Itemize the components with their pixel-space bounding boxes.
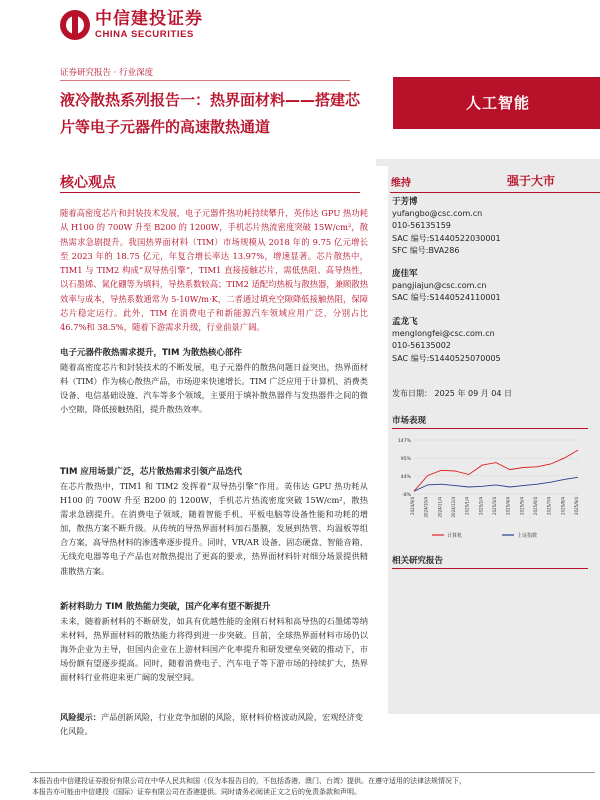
publish-date: 发布日期： 2025 年 09 月 04 日	[392, 389, 512, 398]
y-tick-label: -8%	[402, 493, 411, 498]
analyst-name: 孟龙飞	[392, 317, 418, 327]
x-tick-label: 2024/11/4	[437, 497, 443, 518]
disclaimer-line: 本报告亦可能由中信建投（国际）证券有限公司在香港提供。同时请务必阅读正文之后的免责条款和声明。	[32, 788, 361, 796]
body-section	[60, 346, 368, 416]
section-text: 未来，随着新材料的不断研发，如具有优越性能的金刚石材料和高导热的石墨烯等纳米材料，热界面材料的散热能力将得到进一步突破。目前，全球热界面材料市场仍以海外企业为主导，但国内企业在上游材料国产化率提升和研发壁垒突破的推动下，市场份额有望逐步提高。同时，随着消费电子、汽车电子等下游市场的持续扩大，热界面材料行业将迎来更广阔的发展空间。	[60, 616, 368, 683]
disclaimer-line: 本报告由中信建投证券股份有限公司在中华人民共和国（仅为本报告目的，不包括香港、澳门、台湾）提供。在遵守适用的法律法规情况下，	[32, 777, 466, 785]
y-tick-label: 147%	[397, 439, 411, 444]
y-tick-label: 44%	[400, 474, 411, 480]
x-tick-label: 2024/9/4	[410, 497, 415, 515]
legend-label: 上证指数	[517, 533, 538, 539]
rating-header	[390, 169, 600, 193]
company-logo	[60, 10, 203, 40]
body-section	[60, 600, 368, 684]
industry-label: 人工智能	[466, 94, 531, 112]
section-heading: 新材料助力 TIM 散热能力突破，国产化率有望不断提升	[60, 602, 271, 612]
x-tick-label: 2025/9/4	[574, 497, 579, 515]
risk-label: 风险提示：	[60, 712, 101, 722]
logo-mark-icon	[60, 10, 90, 40]
related-reports-title: 相关研究报告	[392, 556, 444, 566]
x-tick-label: 2025/2/4	[478, 497, 484, 515]
analyst-name: 庞佳军	[392, 269, 418, 279]
core-views-divider	[60, 192, 360, 193]
core-views-heading: 核心观点	[60, 175, 116, 191]
risk-warning	[60, 710, 368, 738]
analyst-phone: 010-56135002	[392, 341, 451, 351]
x-tick-label: 2024/10/4	[423, 497, 429, 518]
footer-divider	[30, 772, 595, 773]
x-tick-label: 2025/4/4	[505, 497, 511, 515]
section-text: 在芯片散热中，TIM1 和 TIM2 发挥着“双导热引擎”作用。英伟达 GPU 热功耗从 H100 的 700W 升至 B200 的 1200W，手机芯片热流密度突破 15W/cm²，散热需求急剧提升。在消费电子领域，随着智能手机、平板电脑等设备性能和功耗的增加，散热方案不断升级。从传统的导热界面材料加石墨膜，发展到热管、均温板等组合方案，高导热材料的渗透率逐步提升。同时，VR/AR 设备、固态硬盘、智能音箱、无线充电器等电子产品也对散热提出了更高的要求，热界面材料针对细分场景提供精准散热方案。	[60, 481, 368, 576]
series-line-index	[414, 477, 578, 491]
analyst-name: 于芳博	[392, 197, 418, 207]
logo-chinese-name: 中信建投证券	[95, 9, 203, 29]
header-divider	[60, 80, 350, 81]
disclaimer-footer	[32, 776, 592, 798]
section-text: 随着高密度芯片和封装技术的不断发展，电子元器件的散热问题日益突出，热界面材料（TIM）作为核心散热产品，市场迎来快速增长。TIM 广泛应用于计算机、消费类设备、电信基础设施、汽车等多个领域，主要用于填补散热器件与发热器件之间的微小空隙，降低接触热阻，提升散热效率。	[60, 362, 368, 415]
x-tick-label: 2024/12/4	[451, 497, 456, 518]
analyst-phone: 010-56135159	[392, 221, 451, 231]
risk-text: 产品创新风险，行业竞争加剧的风险，原材料价格波动风险，宏观经济变化风险。	[60, 712, 363, 737]
analyst-card	[392, 268, 501, 305]
legend-label: 计算机	[447, 533, 463, 539]
analyst-card	[392, 316, 501, 365]
x-tick-label: 2025/1/4	[464, 497, 470, 515]
market-performance-title: 市场表现	[392, 416, 427, 426]
related-reports-divider	[392, 568, 588, 569]
section-heading: TIM 应用场景广泛，芯片散热需求引领产品迭代	[60, 467, 242, 477]
x-tick-label: 2025/3/4	[492, 497, 497, 515]
x-tick-label: 2025/8/4	[560, 497, 566, 515]
logo-english-name: CHINA SECURITIES	[95, 29, 194, 40]
report-type-label: 证券研究报告 · 行业深度	[60, 68, 154, 78]
x-tick-label: 2025/6/4	[533, 497, 538, 515]
side-panel-gutter	[376, 166, 388, 714]
x-tick-label: 2025/7/4	[546, 497, 552, 515]
rating-current: 强于大市	[507, 174, 556, 188]
analyst-sac-cert: SAC 编号:S1440525070005	[392, 353, 501, 363]
analyst-email[interactable]: menglongfei@csc.com.cn	[392, 329, 495, 339]
body-section	[60, 465, 368, 578]
section-heading: 电子元器件散热需求提升，TIM 为散热核心部件	[60, 348, 242, 358]
analyst-card	[392, 196, 501, 257]
y-tick-label: 95%	[400, 457, 411, 463]
analyst-email[interactable]: yufangbo@csc.com.cn	[392, 209, 483, 219]
market-performance-chart	[392, 432, 588, 544]
analyst-sac-cert: SAC 编号:S1440522030001	[392, 233, 501, 243]
report-title: 液冷散热系列报告一：热界面材料——搭建芯片等电子元器件的高速散热通道	[60, 91, 361, 136]
rating-previous: 维持	[391, 178, 411, 189]
market-performance-divider	[392, 428, 588, 429]
analyst-sfc-cert: SFC 编号:BVA286	[392, 245, 460, 255]
core-summary: 随着高密度芯片和封装技术发展，电子元器件热功耗持续攀升，英伟达 GPU 热功耗从 H100 的 700W 升至 B200 的 1200W，手机芯片热流密度突破 15W/cm²，散热需求急剧提升。我国热界面材料（TIM）市场规模从 2018 年的 9.75 亿元增长至 2023 年的 18.75 亿元，年复合增长率达 13.97%，增速显著。芯片散热中，TIM1 与 TIM2 构成“双导热引擎”，TIM1 直接接触芯片，需低热阻、高导热性，以石墨烯、氮化硼等为填料，导热系数较高；TIM2 适配均热板与散热器，兼顾散热效率与成本，导热系数通常为 5-10W/m·K，二者通过填充空隙降低接触热阻，保障芯片稳定运行。此外，TIM 在消费电子和新能源汽车领域应用广泛，分别占比 46.7%和 38.5%，随着下游需求升级，行业前景广阔。	[60, 208, 368, 333]
analyst-email[interactable]: pangjiajun@csc.com.cn	[392, 281, 487, 291]
x-tick-label: 2025/5/4	[519, 497, 525, 515]
analyst-sac-cert: SAC 编号:S1440524110001	[392, 293, 501, 303]
